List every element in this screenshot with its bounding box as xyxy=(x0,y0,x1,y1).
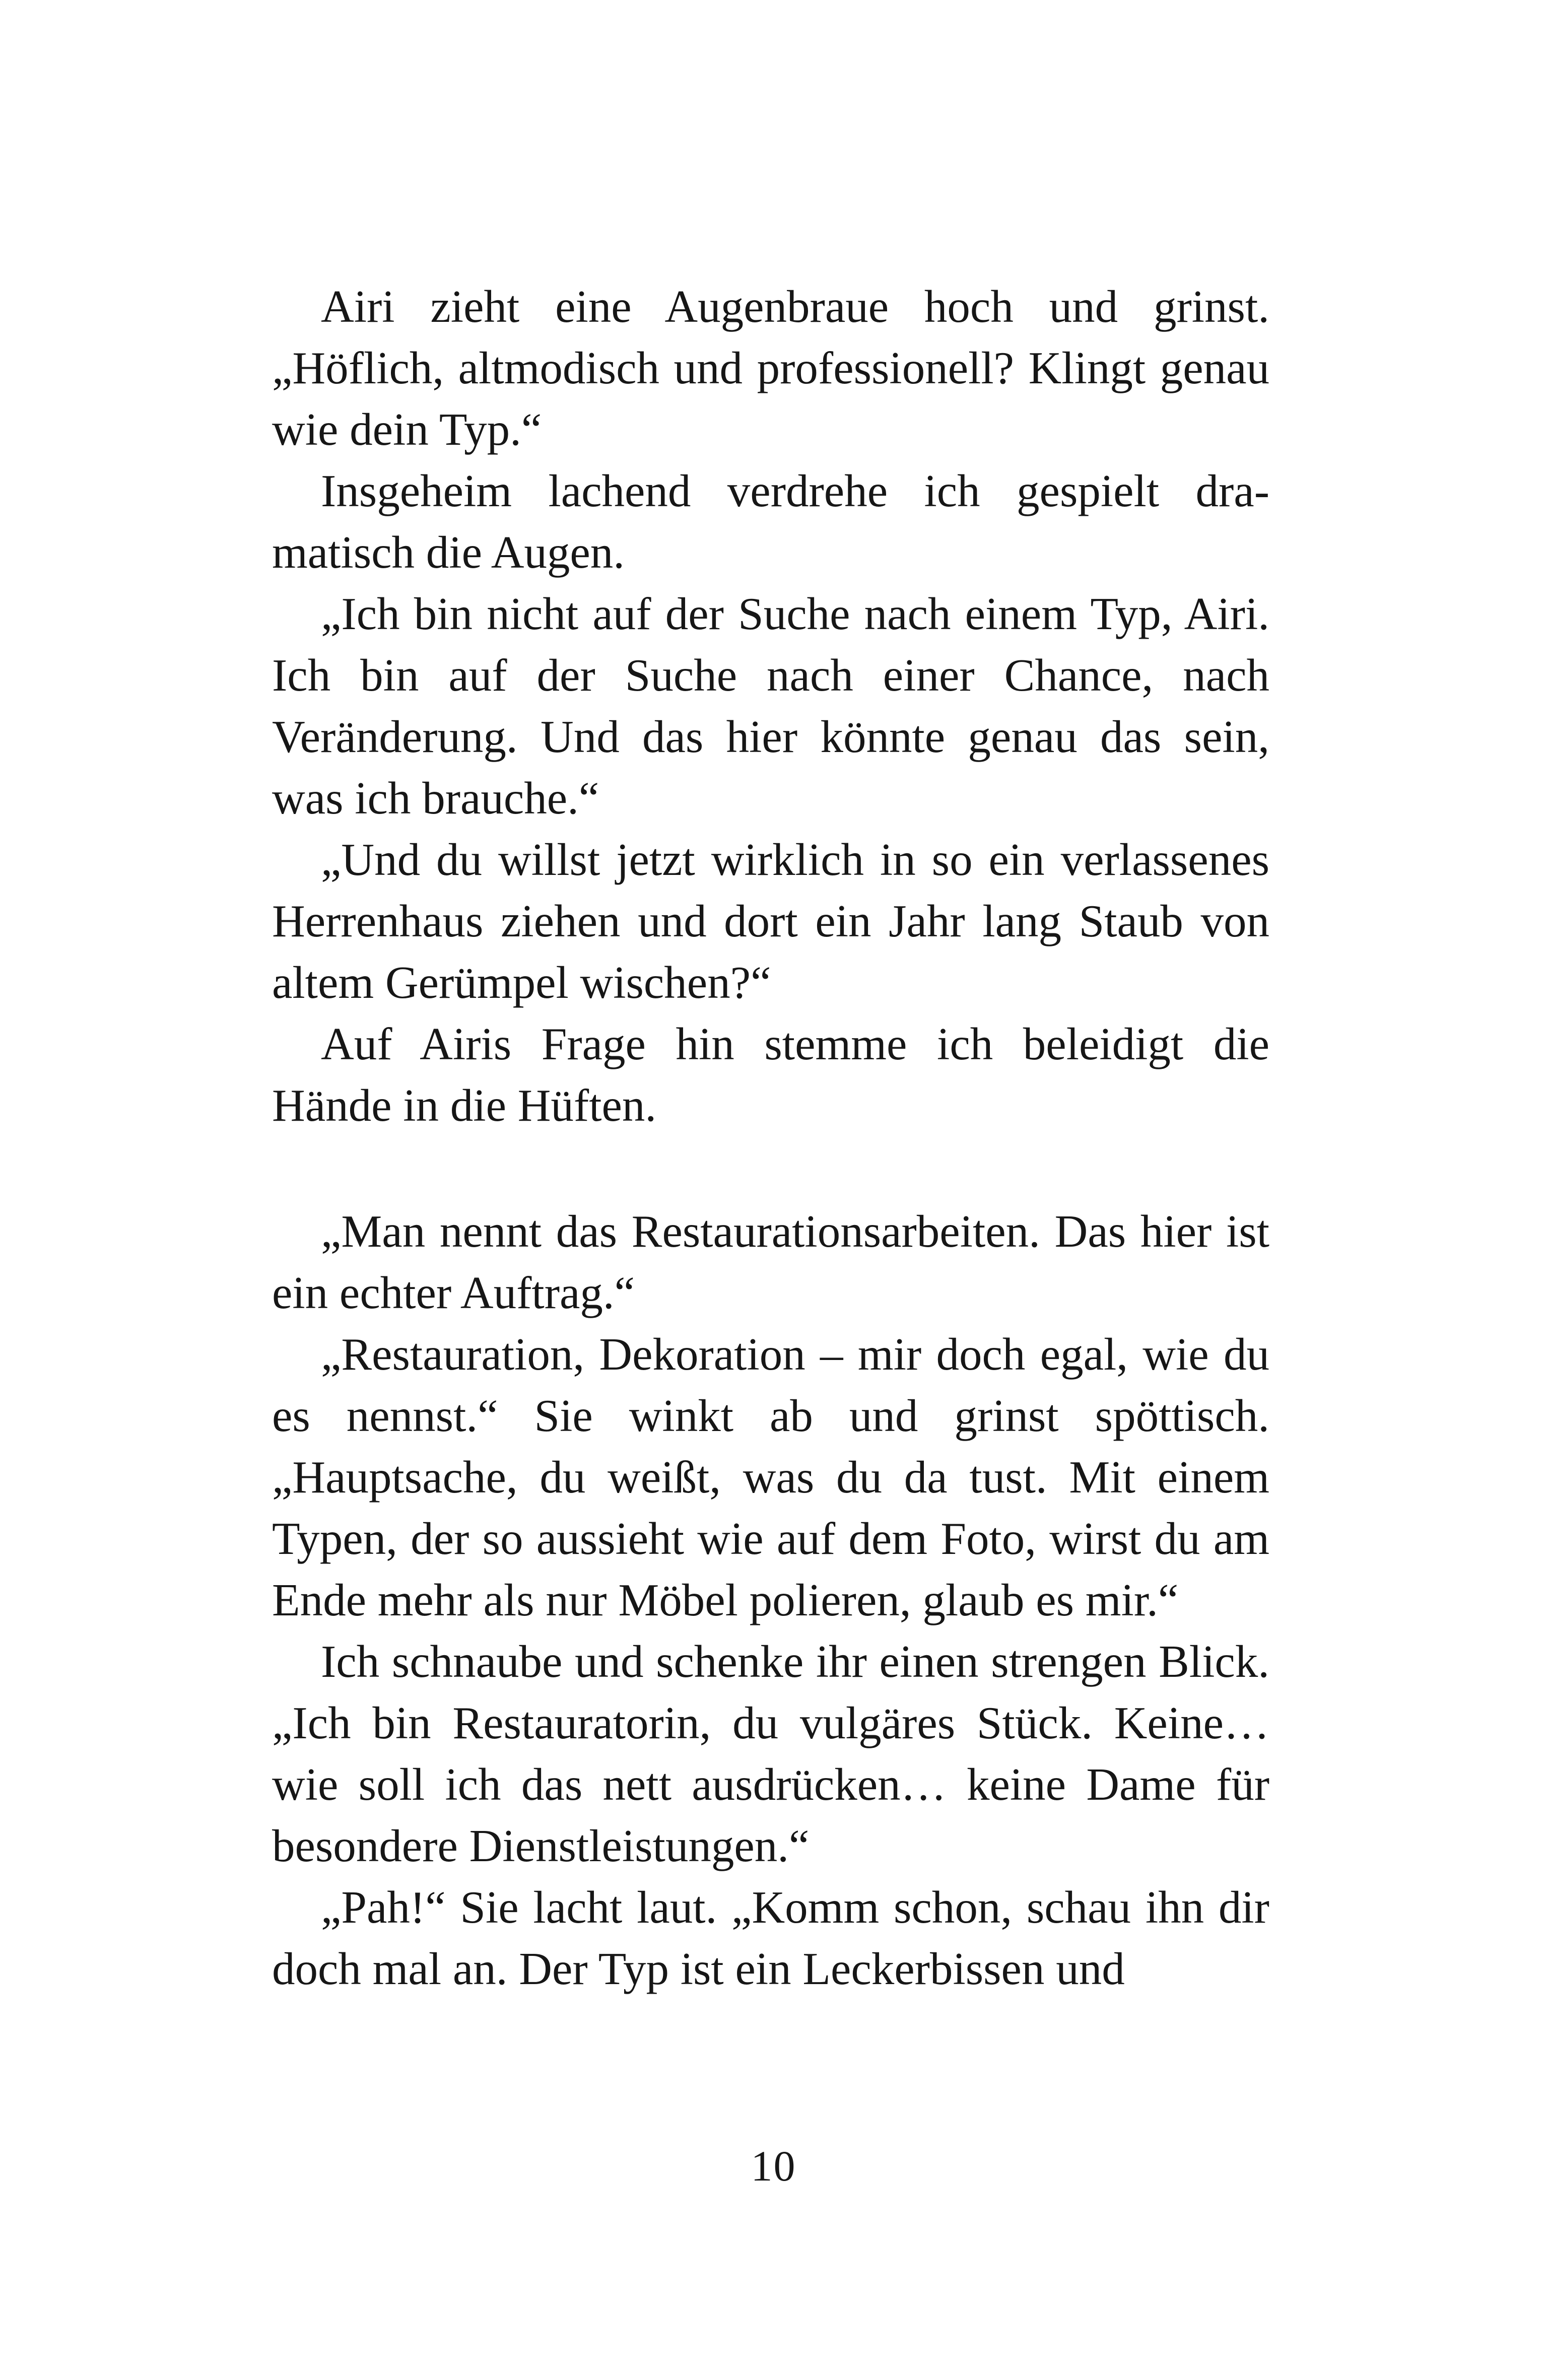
page-number: 10 xyxy=(751,2142,796,2190)
text-section-2 xyxy=(272,1201,1269,2000)
paragraph: Auf Airis Frage hin stemme ich beleidigt die Hände in die Hüften. xyxy=(272,1018,1269,1131)
paragraph: „Und du willst jetzt wirklich in so ein verlassenes Herrenhaus ziehen und dort ein Jahr lang Staub von altem Gerümpel wischen?“ xyxy=(272,834,1269,1008)
paragraph: „Restauration, Dekoration – mir doch egal, wie du es nennst.“ Sie winkt ab und grinst spöttisch. „Hauptsache, du weißt, was du da tust. Mit einem Typen, der so aussieht wie auf dem Foto, wirst du am Ende mehr als nur Möbel polieren, glaub es mir.“ xyxy=(272,1329,1269,1625)
paragraph: „Ich bin nicht auf der Suche nach einem Typ, Airi. Ich bin auf der Suche nach einer Chance, nach Veränderung. Und das hier könnte genau das sein, was ich brauche.“ xyxy=(272,588,1269,824)
paragraph: Ich schnaube und schenke ihr einen strengen Blick. „Ich bin Restauratorin, du vulgäres Stück. Keine… wie soll ich das nett ausdrücken… keine Dame für besondere Dienstleistungen.“ xyxy=(272,1636,1269,1871)
text-section-1 xyxy=(272,276,1269,1136)
paragraph: „Man nennt das Restaurationsarbeiten. Das hier ist ein echter Auftrag.“ xyxy=(272,1206,1269,1318)
paragraph: Insgeheim lachend verdrehe ich gespielt dramatisch die Augen. xyxy=(272,465,1269,578)
paragraph: „Pah!“ Sie lacht laut. „Komm schon, schau ihn dir doch mal an. Der Typ ist ein Leckerbissen und xyxy=(272,1882,1269,1994)
paragraph: Airi zieht eine Augenbraue hoch und grinst. „Höflich, altmodisch und professionell? Klingt genau wie dein Typ.“ xyxy=(272,281,1269,455)
